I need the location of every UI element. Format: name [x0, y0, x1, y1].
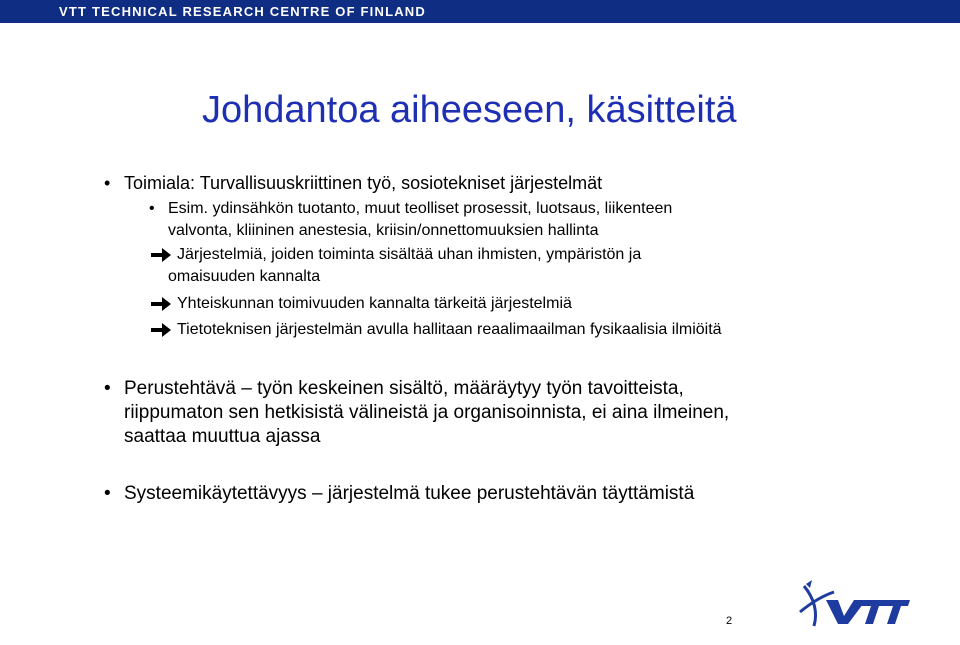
bullet-item-continued: saattaa muuttua ajassa — [124, 426, 321, 447]
organization-name: VTT TECHNICAL RESEARCH CENTRE OF FINLAND — [59, 4, 426, 19]
arrow-item: Yhteiskunnan toimivuuden kannalta tärkeitä järjestelmiä — [177, 295, 572, 312]
page-number: 2 — [726, 615, 733, 627]
bullet-item: Perustehtävä – työn keskeinen sisältö, määräytyy työn tavoitteista, — [124, 378, 684, 399]
arrow-item: Järjestelmiä, joiden toiminta sisältää uhan ihmisten, ympäristön ja — [177, 246, 642, 263]
sub-bullet-item: Esim. ydinsähkön tuotanto, muut teolliset prosessit, luotsaus, liikenteen — [168, 200, 673, 217]
header-bar — [0, 0, 960, 23]
bullet-marker: • — [104, 173, 111, 193]
sub-bullet-marker: • — [149, 200, 155, 217]
sub-bullet-item-continued: valvonta, kliininen anestesia, kriisin/onnettomuuksien hallinta — [168, 222, 599, 239]
bullet-item: Systeemikäytettävyys – järjestelmä tukee perustehtävän täyttämistä — [124, 483, 695, 504]
arrow-item-continued: omaisuuden kannalta — [168, 268, 321, 285]
bullet-marker: • — [104, 378, 111, 399]
bullet-item-continued: riippumaton sen hetkisistä välineistä ja organisoinnista, ei aina ilmeinen, — [124, 402, 730, 423]
vtt-logo-icon — [796, 578, 914, 628]
bullet-marker: • — [104, 483, 111, 504]
arrow-right-icon — [150, 296, 172, 312]
arrow-right-icon — [150, 322, 172, 338]
slide-title: Johdantoa aiheeseen, käsitteitä — [202, 89, 737, 131]
bullet-item: Toimiala: Turvallisuuskriittinen työ, sosiotekniset järjestelmät — [124, 173, 603, 193]
arrow-right-icon — [150, 247, 172, 263]
arrow-item: Tietoteknisen järjestelmän avulla hallitaan reaalimaailman fysikaalisia ilmiöitä — [177, 321, 722, 338]
